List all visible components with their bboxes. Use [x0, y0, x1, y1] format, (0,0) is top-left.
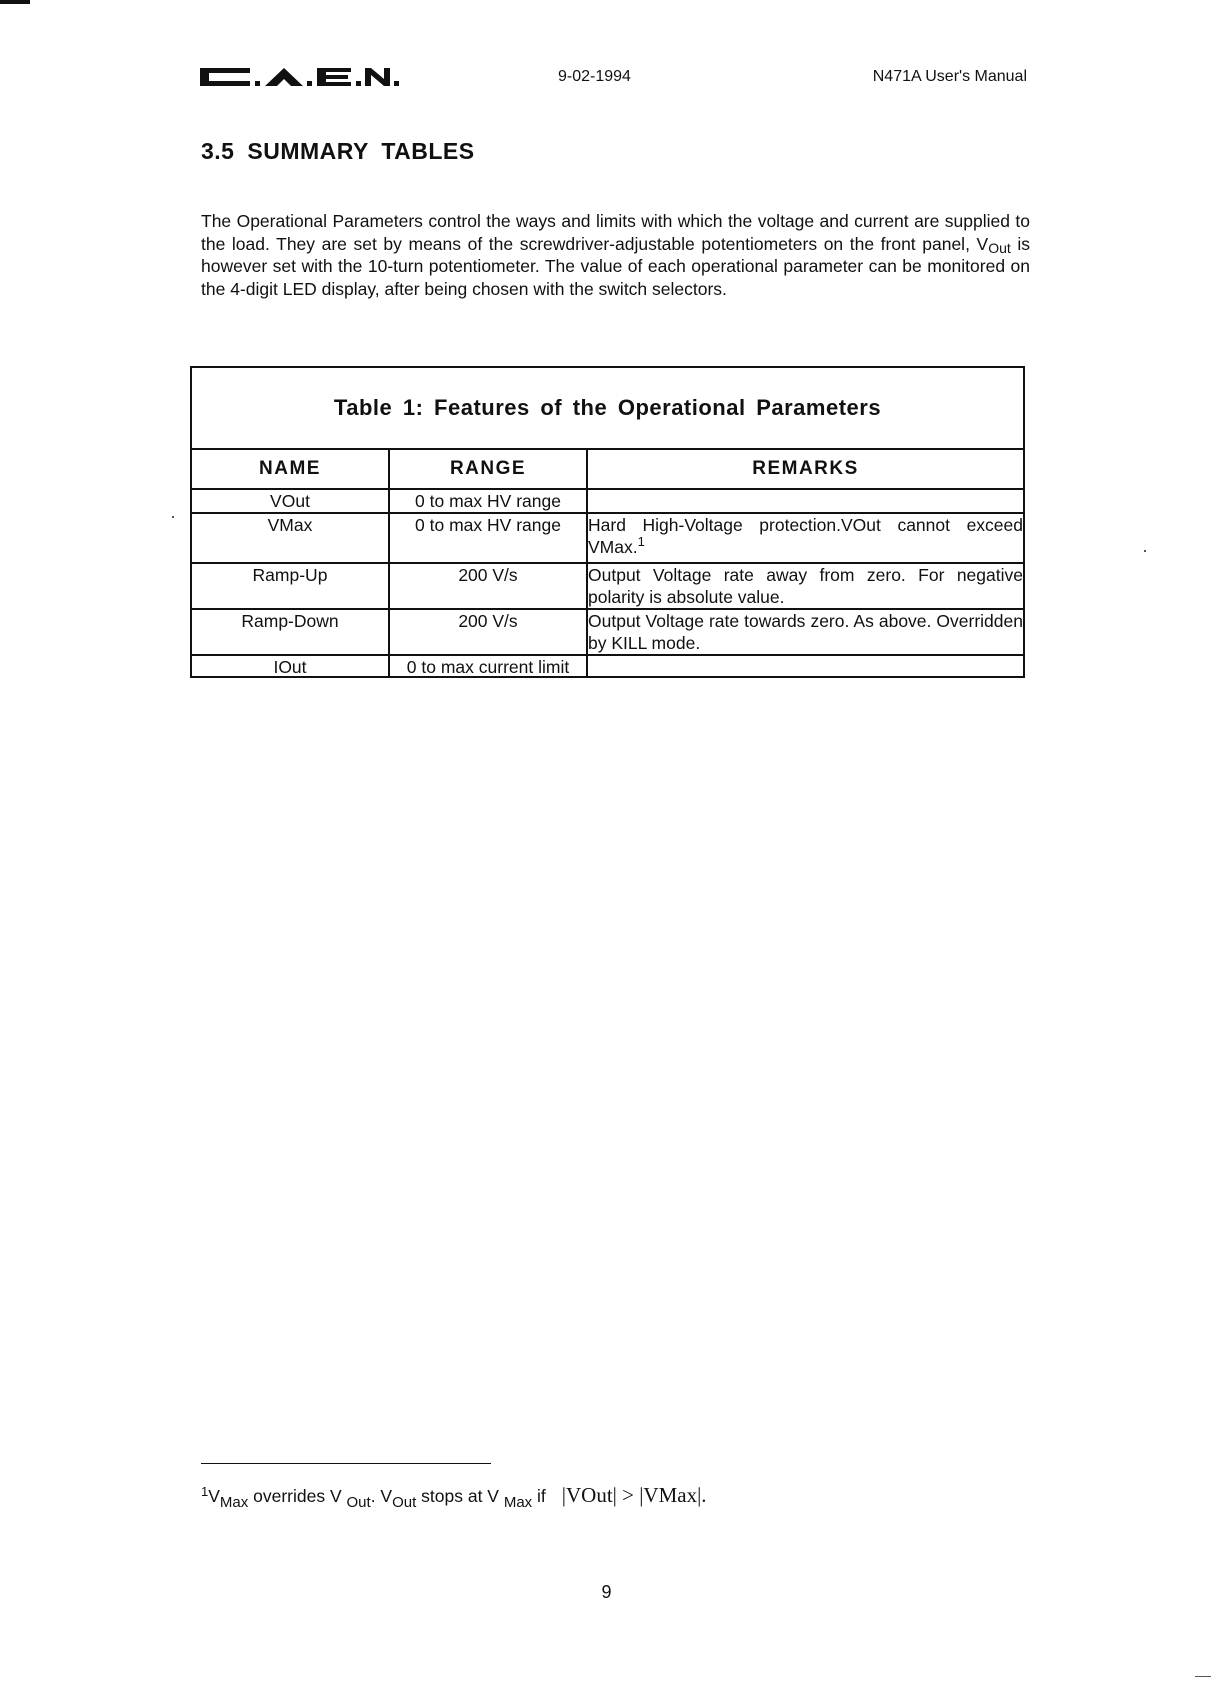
param-remarks: Output Voltage rate away from zero. For negative polarity is absolute value. [588, 565, 1023, 607]
intro-text-part2: is however set with the 10-turn potentiometer. The value of each operational parameter can be monitored on the 4-digit LED display, after being chosen with the switch selectors. [201, 233, 1031, 299]
footnote-vmax-subscript: Max [219, 1494, 249, 1511]
param-remarks [587, 489, 1023, 513]
param-name: IOut [192, 655, 389, 678]
param-name: Ramp-Up [192, 563, 389, 609]
footnote-vmax-subscript-2: Max [503, 1494, 533, 1511]
document-date: 9-02-1994 [558, 68, 631, 85]
footnote-text-2: . V [370, 1486, 393, 1506]
manual-title: N471A User's Manual [872, 68, 1027, 85]
intro-vout-subscript: Out [988, 239, 1011, 256]
column-header-name: NAME [192, 450, 389, 489]
scan-speck [1195, 1676, 1211, 1677]
param-range: 0 to max current limit [389, 655, 587, 678]
operational-parameters-table [190, 366, 1025, 678]
param-range: 200 V/s [389, 563, 587, 609]
table-row [192, 513, 1023, 563]
page-header [200, 66, 1027, 90]
table-caption: Table 1: Features of the Operational Parameters [192, 368, 1023, 450]
footnote-v1: V [208, 1486, 220, 1506]
caen-logo [200, 66, 400, 88]
table-row [192, 655, 1023, 678]
param-remarks-text: Hard High-Voltage protection.VOut cannot exceed VMax. [588, 515, 1023, 557]
param-name: VMax [192, 513, 389, 563]
footnote-divider [201, 1463, 491, 1464]
param-name: Ramp-Down [192, 609, 389, 655]
table-row [192, 563, 1023, 609]
page-number: 9 [601, 1582, 612, 1602]
intro-text-part1: The Operational Parameters control the ways and limits with which the voltage and current are supplied to the load. They are set by means of the screwdriver-adjustable potentiometers on the front panel, V [201, 211, 1030, 254]
scan-corner-mark [0, 0, 30, 4]
footnote [201, 1483, 707, 1511]
footnote-text-1: overrides V [248, 1486, 347, 1506]
column-header-remarks: REMARKS [587, 450, 1023, 489]
param-name: VOut [192, 489, 389, 513]
scan-speck [172, 516, 174, 518]
section-title: 3.5 SUMMARY TABLES [201, 138, 475, 164]
footnote-vout-subscript-2: Out [392, 1494, 417, 1511]
footnote-expression: |VOut| > |VMax|. [561, 1483, 707, 1507]
footnote-marker: 1 [201, 1484, 209, 1499]
scan-speck [1144, 550, 1146, 552]
param-remarks [587, 513, 1023, 563]
footnote-text-4: if [532, 1486, 546, 1506]
param-remarks: Output Voltage rate towards zero. As above. Overridden by KILL mode. [588, 611, 1023, 653]
param-range: 0 to max HV range [389, 489, 587, 513]
column-header-range: RANGE [389, 450, 587, 489]
footnote-vout-subscript: Out [346, 1494, 371, 1511]
table-row [192, 609, 1023, 655]
table-row [192, 489, 1023, 513]
intro-paragraph [201, 210, 1030, 300]
parameters-grid [192, 450, 1023, 678]
param-range: 0 to max HV range [389, 513, 587, 563]
table-header-row [192, 450, 1023, 489]
footnote-text-3: stops at V [416, 1486, 504, 1506]
param-remarks [587, 655, 1023, 678]
footnote-reference: 1 [637, 534, 645, 549]
param-range: 200 V/s [389, 609, 587, 655]
